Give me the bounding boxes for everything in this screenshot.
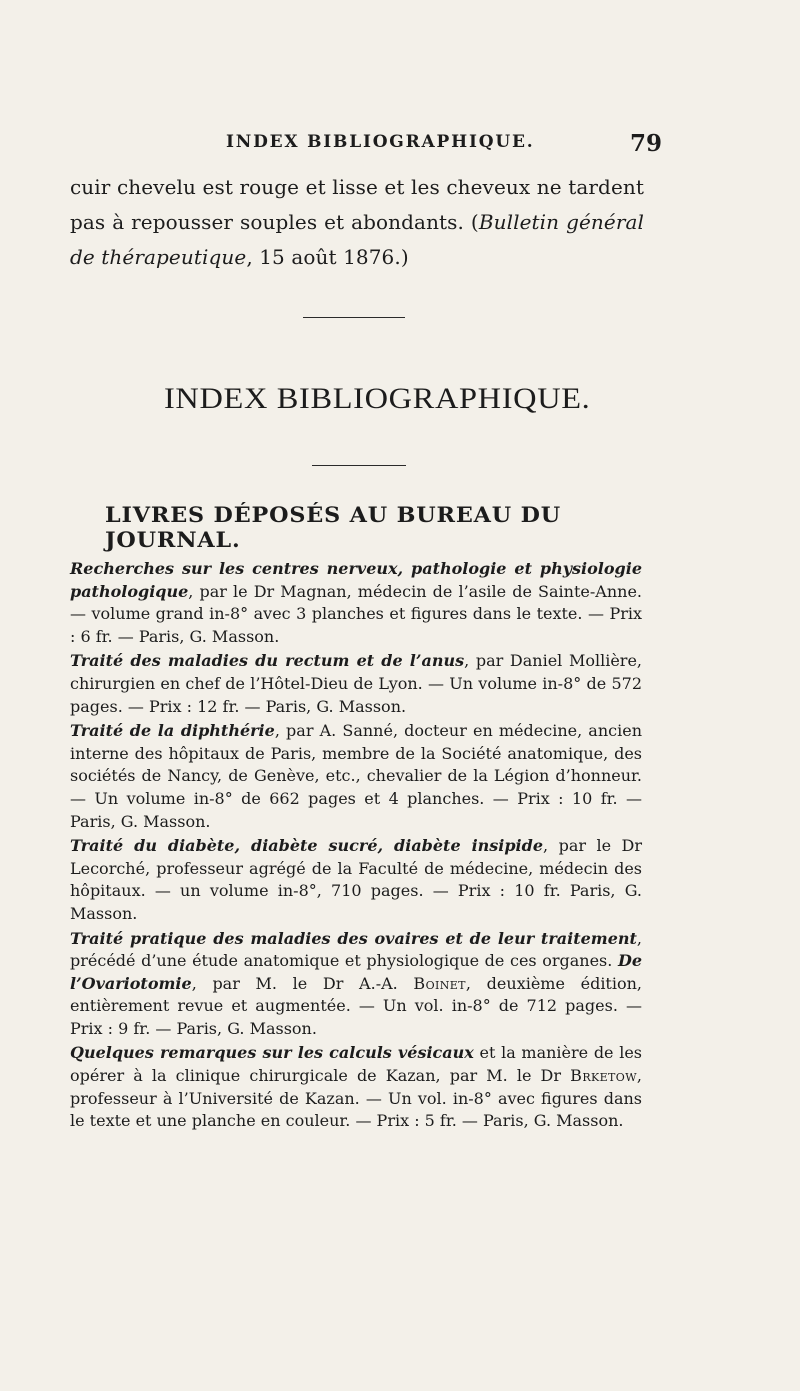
main-title: INDEX BIBLIOGRAPHIQUE. xyxy=(164,382,591,415)
intro-date: , 15 août 1876.) xyxy=(246,245,409,269)
book-details: , par le Dr Magnan, médecin de l’asile de Sainte-Anne. — volume grand in-8° avec 3 planches et figures dans le texte. — Prix : 6 fr. — Paris, G. Masson. xyxy=(70,581,642,646)
intro-line-2: pas à repousser souples et abondants. ( xyxy=(70,210,479,234)
middle-divider xyxy=(312,465,406,466)
book-title: Traité des maladies du rectum et de l’anus xyxy=(70,651,465,671)
book-title: Quelques remarques sur les calculs vésicaux xyxy=(70,1043,474,1063)
book-details: , par le Dr Lecorché, professeur agrégé de la Faculté de médecine, médecin des hôpitaux. — un volume in-8°, 710 pages. — Prix : 10 fr. Paris, G. Masson. xyxy=(70,836,643,923)
book-entry xyxy=(70,720,642,833)
book-title: Traité du diabète, diabète sucré, diabète insipide xyxy=(70,836,544,856)
running-title: INDEX BIBLIOGRAPHIQUE. xyxy=(226,132,535,152)
intro-line-1: cuir chevelu est rouge et lisse et les cheveux ne tardent xyxy=(70,175,644,199)
author-name: Boinet xyxy=(413,973,466,993)
book-details: , deuxième édition, entièrement revue et augmentée. — Un vol. in-8° de 712 pages. — Prix : 9 fr. — Paris, G. Masson. xyxy=(70,973,642,1038)
book-details: , par M. le Dr A.-A. xyxy=(191,973,414,993)
book-entry xyxy=(70,558,642,648)
running-head xyxy=(82,132,662,162)
author-name: Brketow xyxy=(570,1066,637,1086)
book-details: et la manière de les opérer à la clinique chirurgicale de Kazan, par M. le Dr xyxy=(70,1043,643,1086)
intro-paragraph xyxy=(70,170,644,275)
book-details: , par Daniel Mollière, chirurgien en chef de l’Hôtel-Dieu de Lyon. — Un volume in-8° de 572 pages. — Prix : 12 fr. — Paris, G. Masson. xyxy=(70,651,642,716)
top-divider xyxy=(303,317,405,318)
intro-journal-title-part2: de thérapeutique xyxy=(70,245,247,269)
book-details: , professeur à l’Université de Kazan. — Un vol. in-8° avec figures dans le texte et une planche en couleur. — Prix : 5 fr. — Paris, G. Masson. xyxy=(70,1066,642,1131)
book-details: , par A. Sanné, docteur en médecine, ancien interne des hôpitaux de Paris, membre de la Société anatomique, des sociétés de Nancy, de Genève, etc., chevalier de la Légion d’honneur. — Un volume in-8° de 662 pages et 4 planches. — Prix : 10 fr. — Paris, G. Masson. xyxy=(70,721,643,831)
book-secondary-title: De l’Ovariotomie xyxy=(70,951,642,993)
page-number: 79 xyxy=(629,130,662,157)
book-list xyxy=(70,558,642,1135)
book-title: Recherches sur les centres nerveux, pathologie et physiologie pathologique xyxy=(70,559,642,601)
book-entry xyxy=(70,1042,642,1132)
book-entry xyxy=(70,650,642,718)
book-entry xyxy=(70,928,642,1041)
book-details: , précédé d’une étude anatomique et physiologique de ces organes. xyxy=(70,928,642,971)
section-title: LIVRES DÉPOSÉS AU BUREAU DU JOURNAL. xyxy=(105,502,562,552)
book-entry xyxy=(70,835,642,925)
book-title: Traité pratique des maladies des ovaires et de leur traitement xyxy=(70,928,637,948)
book-title: Traité de la diphthérie xyxy=(70,721,275,741)
intro-journal-title-part1: Bulletin général xyxy=(478,210,645,234)
